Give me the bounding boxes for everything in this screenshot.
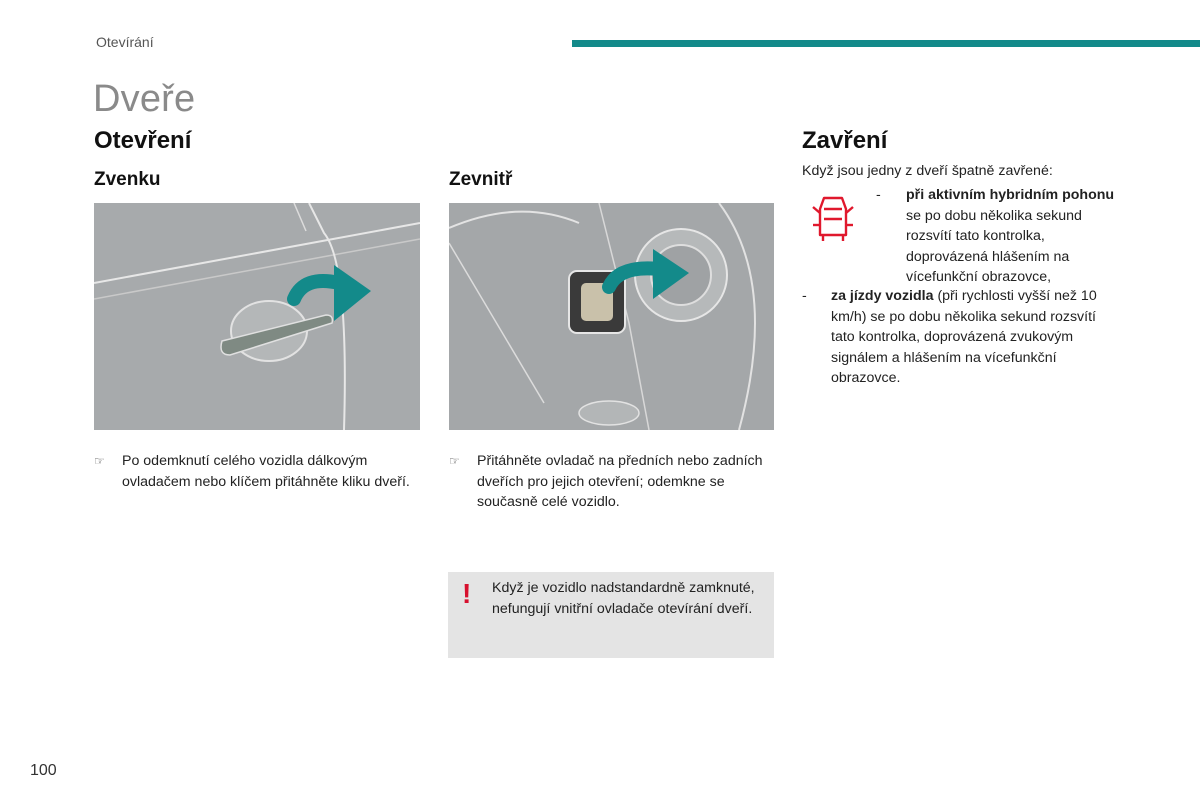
page-title: Dveře bbox=[93, 78, 196, 120]
hand-pointer-icon: ☞ bbox=[94, 454, 105, 468]
opening-heading: Otevření bbox=[94, 127, 192, 154]
warning-text: Když je vozidlo nadstandardně zamknuté, nefungují vnitřní ovladače otevírání dveří. bbox=[492, 580, 755, 617]
inside-instruction-text: Přitáhněte ovladač na předních nebo zadních dveřích pro jejich otevření; odemkne se současně celé vozidlo. bbox=[477, 453, 763, 510]
closing-heading: Zavření bbox=[802, 127, 888, 154]
exterior-door-handle-illustration bbox=[94, 203, 420, 430]
warning-box bbox=[448, 572, 774, 658]
page-number: 100 bbox=[30, 762, 57, 779]
interior-door-handle-illustration bbox=[449, 203, 774, 430]
outside-instruction bbox=[94, 451, 414, 492]
header-accent-bar bbox=[572, 40, 1200, 47]
exclamation-icon: ! bbox=[462, 578, 472, 609]
closing-item-2-condition: za jízdy vozidla bbox=[831, 288, 934, 304]
outside-heading: Zvenku bbox=[94, 169, 161, 190]
closing-item-1-dash: - bbox=[876, 187, 881, 203]
inside-instruction bbox=[449, 451, 767, 513]
closing-item-2-dash: - bbox=[802, 288, 807, 304]
hand-pointer-icon: ☞ bbox=[449, 454, 460, 468]
closing-item-2-text: (při rychlosti vyšší než 10 km/h) se po dobu několika sekund rozsvítí tato kontrolka, doprovázená zvukovým signálem a hlášením na vícefunkční obrazovce. bbox=[831, 288, 1097, 386]
closing-intro: Když jsou jedny z dveří špatně zavřené: bbox=[802, 163, 1053, 179]
closing-item-2 bbox=[831, 286, 1111, 389]
closing-item-1 bbox=[906, 185, 1126, 288]
inside-heading: Zevnitř bbox=[449, 169, 513, 190]
closing-item-1-condition: při aktivním hybridním pohonu bbox=[906, 187, 1115, 203]
door-open-warning-icon bbox=[812, 195, 854, 243]
closing-item-1-text: se po dobu několika sekund rozsvítí tato kontrolka, doprovázená hlášením na vícefunkční obrazovce, bbox=[906, 207, 1082, 285]
outside-instruction-text: Po odemknutí celého vozidla dálkovým ovladačem nebo klíčem přitáhněte kliku dveří. bbox=[122, 453, 410, 490]
section-label: Otevírání bbox=[96, 34, 154, 50]
